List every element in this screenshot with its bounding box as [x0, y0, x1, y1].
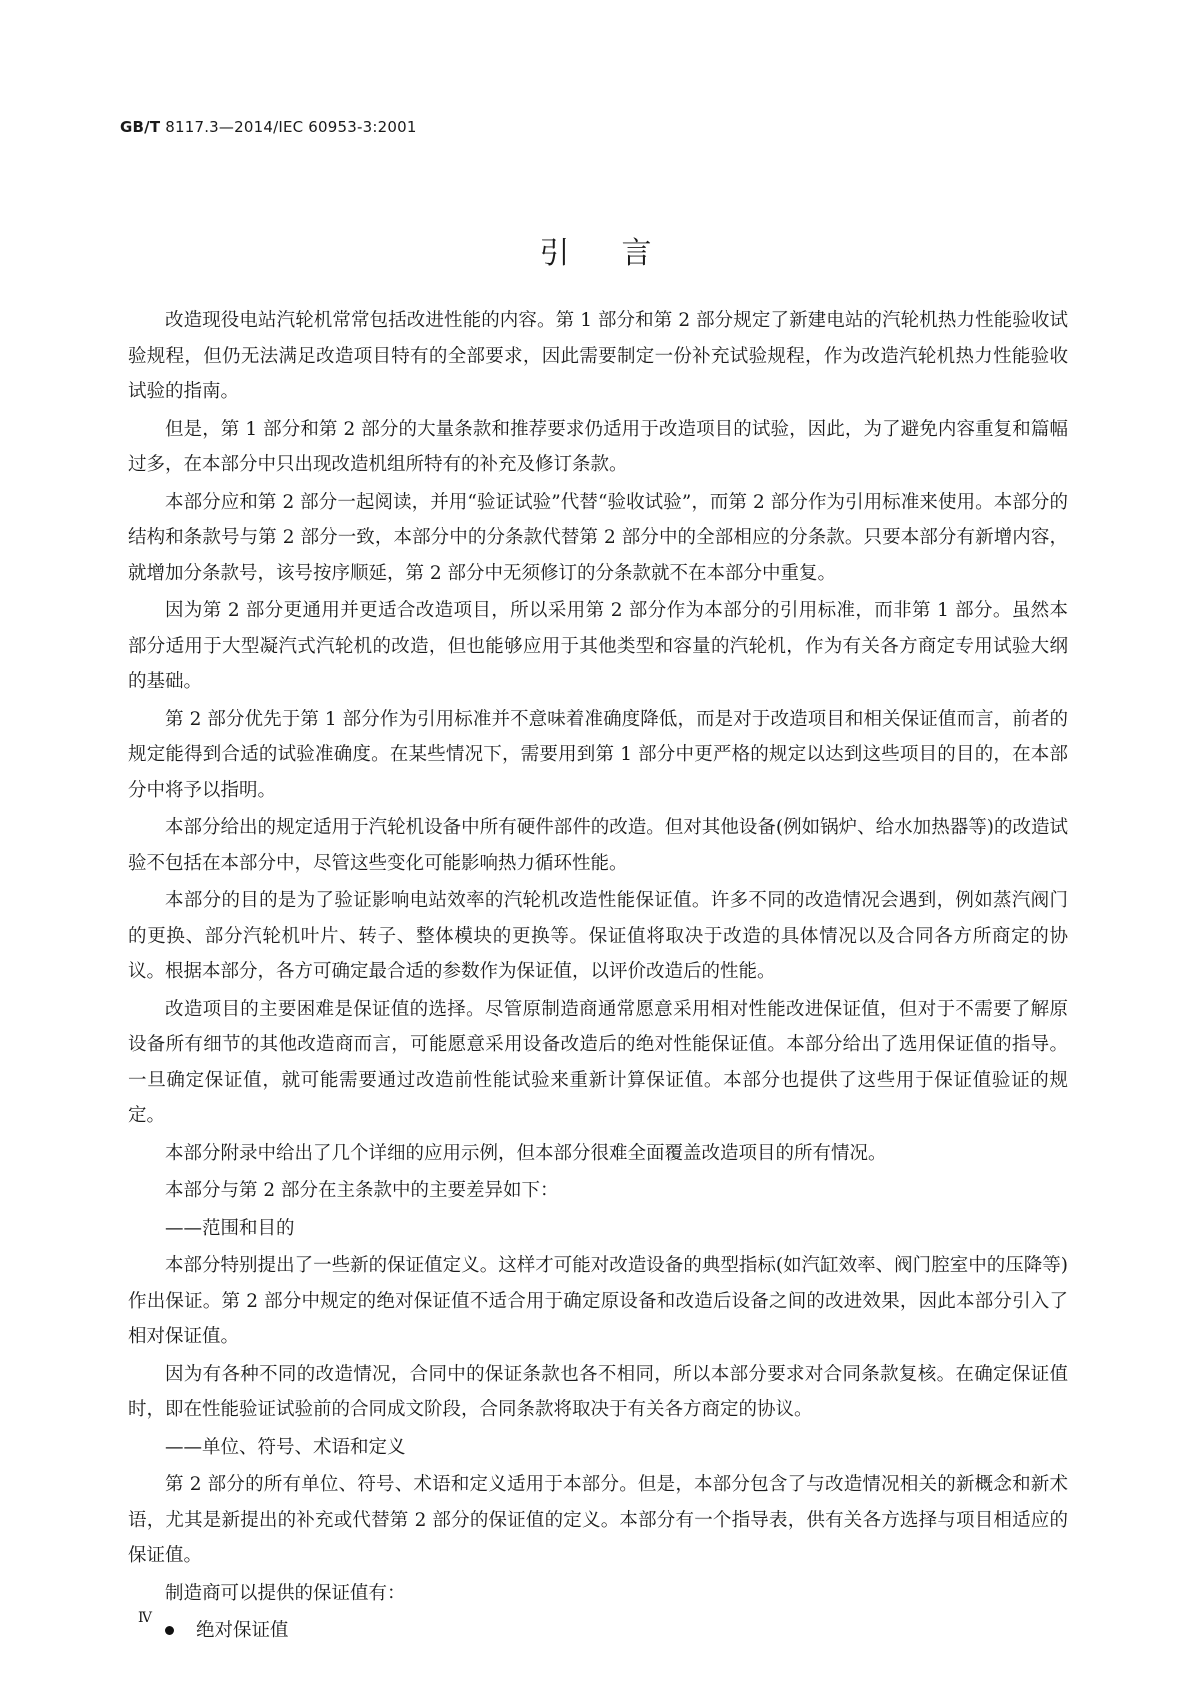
- paragraph: 改造项目的主要困难是保证值的选择。尽管原制造商通常愿意采用相对性能改进保证值，但对于不需要了解原设备所有细节的其他改造商而言，可能愿意采用设备改造后的绝对性能保证值。本部分给出了选用保证值的指导。一旦确定保证值，就可能需要通过改造前性能试验来重新计算保证值。本部分也提供了这些用于保证值验证的规定。: [128, 998, 1068, 1126]
- list-dash-item: ——单位、符号、术语和定义: [165, 1436, 406, 1458]
- page-number: Ⅳ: [138, 1610, 152, 1626]
- list-dash-item: ——范围和目的: [165, 1217, 295, 1239]
- paragraph: 本部分附录中给出了几个详细的应用示例，但本部分很难全面覆盖改造项目的所有情况。: [165, 1142, 887, 1164]
- page-title: 引言: [539, 236, 704, 271]
- bullet-dot-icon: [165, 1626, 174, 1635]
- standard-code: [120, 118, 417, 136]
- bullet-text: 绝对保证值: [196, 1620, 289, 1641]
- paragraph: 第 2 部分的所有单位、符号、术语和定义适用于本部分。但是，本部分包含了与改造情况相关的新概念和新术语，尤其是新提出的补充或代替第 2 部分的保证值的定义。本部分有一个指导表，供有关各方选择与项目相适应的保证值。: [128, 1474, 1068, 1566]
- standard-number: 8117.3—2014/IEC 60953-3:2001: [165, 118, 417, 136]
- paragraph: 但是，第 1 部分和第 2 部分的大量条款和推荐要求仍适用于改造项目的试验，因此，为了避免内容重复和篇幅过多，在本部分中只出现改造机组所特有的补充及修订条款。: [128, 418, 1068, 475]
- paragraph: 本部分的目的是为了验证影响电站效率的汽轮机改造性能保证值。许多不同的改造情况会遇到，例如蒸汽阀门的更换、部分汽轮机叶片、转子、整体模块的更换等。保证值将取决于改造的具体情况以及合同各方所商定的协议。根据本部分，各方可确定最合适的参数作为保证值，以评价改造后的性能。: [128, 890, 1068, 982]
- standard-prefix: GB/T: [120, 118, 161, 136]
- paragraph: 制造商可以提供的保证值有：: [165, 1582, 406, 1604]
- paragraph: 改造现役电站汽轮机常常包括改进性能的内容。第 1 部分和第 2 部分规定了新建电站的汽轮机热力性能验收试验规程，但仍无法满足改造项目特有的全部要求，因此需要制定一份补充试验规程，作为改造汽轮机热力性能验收试验的指南。: [128, 310, 1068, 402]
- paragraph: 因为第 2 部分更通用并更适合改造项目，所以采用第 2 部分作为本部分的引用标准，而非第 1 部分。虽然本部分适用于大型凝汽式汽轮机的改造，但也能够应用于其他类型和容量的汽轮机，作为有关各方商定专用试验大纲的基础。: [128, 600, 1068, 692]
- bullet-item: [128, 1613, 1068, 1649]
- paragraph: 本部分与第 2 部分在主条款中的主要差异如下：: [165, 1180, 559, 1201]
- paragraph: 本部分给出的规定适用于汽轮机设备中所有硬件部件的改造。但对其他设备(例如锅炉、给水加热器等)的改造试验不包括在本部分中，尽管这些变化可能影响热力循环性能。: [128, 817, 1068, 874]
- paragraph: 第 2 部分优先于第 1 部分作为引用标准并不意味着准确度降低，而是对于改造项目和相关保证值而言，前者的规定能得到合适的试验准确度。在某些情况下，需要用到第 1 部分中更严格的规定以达到这些项目的目的，在本部分中将予以指明。: [128, 708, 1068, 801]
- document-body: [128, 303, 1068, 1649]
- paragraph: 本部分特别提出了一些新的保证值定义。这样才可能对改造设备的典型指标(如汽缸效率、阀门腔室中的压降等)作出保证。第 2 部分中规定的绝对保证值不适合用于确定原设备和改造后设备之间的改进效果，因此本部分引入了相对保证值。: [128, 1255, 1068, 1347]
- paragraph: 本部分应和第 2 部分一起阅读，并用“验证试验”代替“验收试验”，而第 2 部分作为引用标准来使用。本部分的结构和条款号与第 2 部分一致，本部分中的分条款代替第 2 部分中的全部相应的分条款。只要本部分有新增内容，就增加分条款号，该号按序顺延，第 2 部分中无须修订的分条款就不在本部分中重复。: [128, 491, 1068, 584]
- paragraph: 因为有各种不同的改造情况，合同中的保证条款也各不相同，所以本部分要求对合同条款复核。在确定保证值时，即在性能验证试验前的合同成文阶段，合同条款将取决于有关各方商定的协议。: [128, 1363, 1068, 1420]
